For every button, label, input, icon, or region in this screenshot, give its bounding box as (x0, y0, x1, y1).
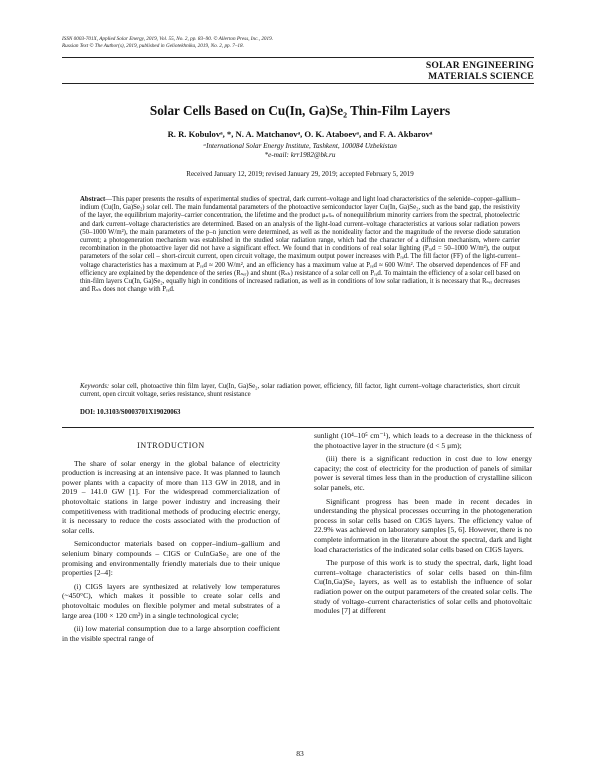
abstract-text: —This paper presents the results of experimental studies of spectral, dark current–voltage and light load characteristics of the selenide–copper–gallium–indium (Cu(In, Ga)Se₂) solar cell. The main fundamental parameters of the photoactive semiconductor layer Cu(In, Ga)Se₂, such as the band gap, the resistivity of the layer, the equilibrium majority–carrier concentration, the lifetime and the product μₙτₙ of nonequilibrium minority carriers from the spectral, photoelectric and dark current–voltage characteristics are determined. Based on an analysis of the light-load current–voltage characteristics at various solar radiation powers (50–1000 W/m²), the main parameters of the p–n junction were determined, as well as the nonideality factor and the magnitude of the reverse diode saturation current; a photogeneration mechanism was established in the studied solar radiation range, which had the character of a diffusion mechanism, where carrier recombination in the photoactive layer did not have a significant effect. We found that in conditions of real solar lighting (Pᵣₐd = 50–1000 W/m²), the output parameters of the solar cell – short-circuit current, open circuit voltage, the maximum output power increases with Pᵣₐd. The fill factor (FF) of the light-current–voltage characteristics has a maximum at Pᵣₐd ≈ 200 W/m², and an efficiency has a maximum value at Pᵣₐd ≈ 600 W/m². The observed dependences of FF and efficiency are explained by the dependence of the series (Rₛₑᵣ) and shunt (Rₛₕ) resistance of a solar cell on Pᵣₐd. To maintain the efficiency of a solar cell based on thin-film layers Cu(In, Ga)Se₂, equally high in conditions of increased radiation, as well as in conditions of low solar radiation, it is necessary that Rₛₑᵣ decreases and Rₛₕ does not change with Pᵣₐd. (80, 196, 520, 294)
paragraph: (ii) low material consumption due to a large absorption coefficient in the visible spectral range of (62, 624, 280, 643)
paragraph: sunlight (10⁴–10⁵ cm⁻¹), which leads to a decrease in the thickness of the photoactive layer in the structure (d < 5 μm); (314, 431, 532, 450)
contact-email: *e-mail: krr1982@bk.ru (264, 151, 336, 160)
section-rule (62, 83, 534, 84)
doi: DOI: 10.3103/S0003701X19020063 (80, 409, 181, 416)
keywords-text: solar cell, photoactive thin film layer, Cu(In, Ga)Se₂, solar radiation power, efficiency, fill factor, light current–voltage characteristics, short circuit current, open circuit voltage, series resistance, shunt resistance (80, 383, 520, 399)
received-dates: Received January 12, 2019; revised January 29, 2019; accepted February 5, 2019 (186, 170, 414, 178)
abstract-rule (62, 427, 534, 428)
top-rule (62, 57, 534, 58)
journal-section-line-1: SOLAR ENGINEERING (425, 60, 534, 71)
affiliation-block (40, 142, 560, 160)
journal-section (426, 60, 534, 82)
right-column (314, 431, 532, 620)
journal-section-line-2: MATERIALS SCIENCE (428, 71, 534, 82)
paragraph: Semiconductor materials based on copper–indium–gallium and selenium binary compounds – CIGS or CuInGaSe₂ are one of the promising and environmentally friendly materials due to their unique properties [2–4]: (62, 539, 280, 578)
left-column (62, 441, 280, 647)
paragraph: (i) CIGS layers are synthesized at relatively low temperatures (~450°C), which makes it possible to create solar cells and photovoltaic modules on flexible polymer and metal substrates of a large area (100 × 120 cm²) in a single technological cycle; (62, 581, 280, 620)
paragraph: The share of solar energy in the global balance of electricity production is increasing at an intensive pace. It was planned to launch power plants with a capacity of more than 113 GW in 2018, and in 2019 – 141.0 GW [1]. For the widespread commercialization of photovoltaic stations in large power industry and increasing their competitiveness with traditional methods of producing electric energy, it is necessary to reduce the costs associated with the production of solar cells. (62, 458, 280, 535)
affiliation: ᵃInternational Solar Energy Institute, Tashkent, 100084 Uzbekistan (203, 142, 397, 150)
journal-header (62, 36, 273, 50)
paragraph: (iii) there is a significant reduction in cost due to low energy capacity; the cost of electricity for the production of panels of similar power is several times less than in the production of crystalline silicon solar panels, etc. (314, 454, 532, 492)
header-line-2: Russian Text © The Author(s), 2019, published in Geliotekhnika, 2019, No. 2, pp. 7–18. (62, 43, 244, 49)
author-list: R. R. Kobulovᵃ, *, N. A. Matchanovᵃ, O. K. Ataboevᵃ, and F. A. Akbarovᵃ (167, 129, 433, 139)
keywords (80, 383, 520, 399)
paragraph: The purpose of this work is to study the spectral, dark, light load current–voltage characteristics of solar cells based on thin-film Cu(In,Ga)Se₂ layers, as well as to establish the influence of solar radiation power on the output parameters of the created solar cells. The study of voltage–current characteristics of solar cells and photovoltaic modules [7] at different (314, 558, 532, 616)
header-line-1: ISSN 0003-701X, Applied Solar Energy, 2019, Vol. 55, No. 2, pp. 83–90. © Allerton Press, Inc., 2019. (62, 36, 273, 42)
keywords-label: Keywords: (80, 383, 110, 390)
page-number: 83 (296, 749, 304, 758)
abstract-label: Abstract (80, 196, 106, 203)
section-heading-introduction: INTRODUCTION (137, 441, 205, 450)
abstract (80, 196, 520, 294)
paper-title: Solar Cells Based on Cu(In, Ga)Se₂ Thin-Film Layers (149, 103, 451, 118)
paragraph: Significant progress has been made in recent decades in understanding the physical processes occurring in the photogeneration process in solar cells based on CIGS layers. The efficiency value of 22.9% was achieved on laboratory samples [5, 6]. However, there is no complete information in the literature about the spectral, dark and light load characteristics of the indicated solar cells based on CIGS layers. (314, 496, 532, 554)
